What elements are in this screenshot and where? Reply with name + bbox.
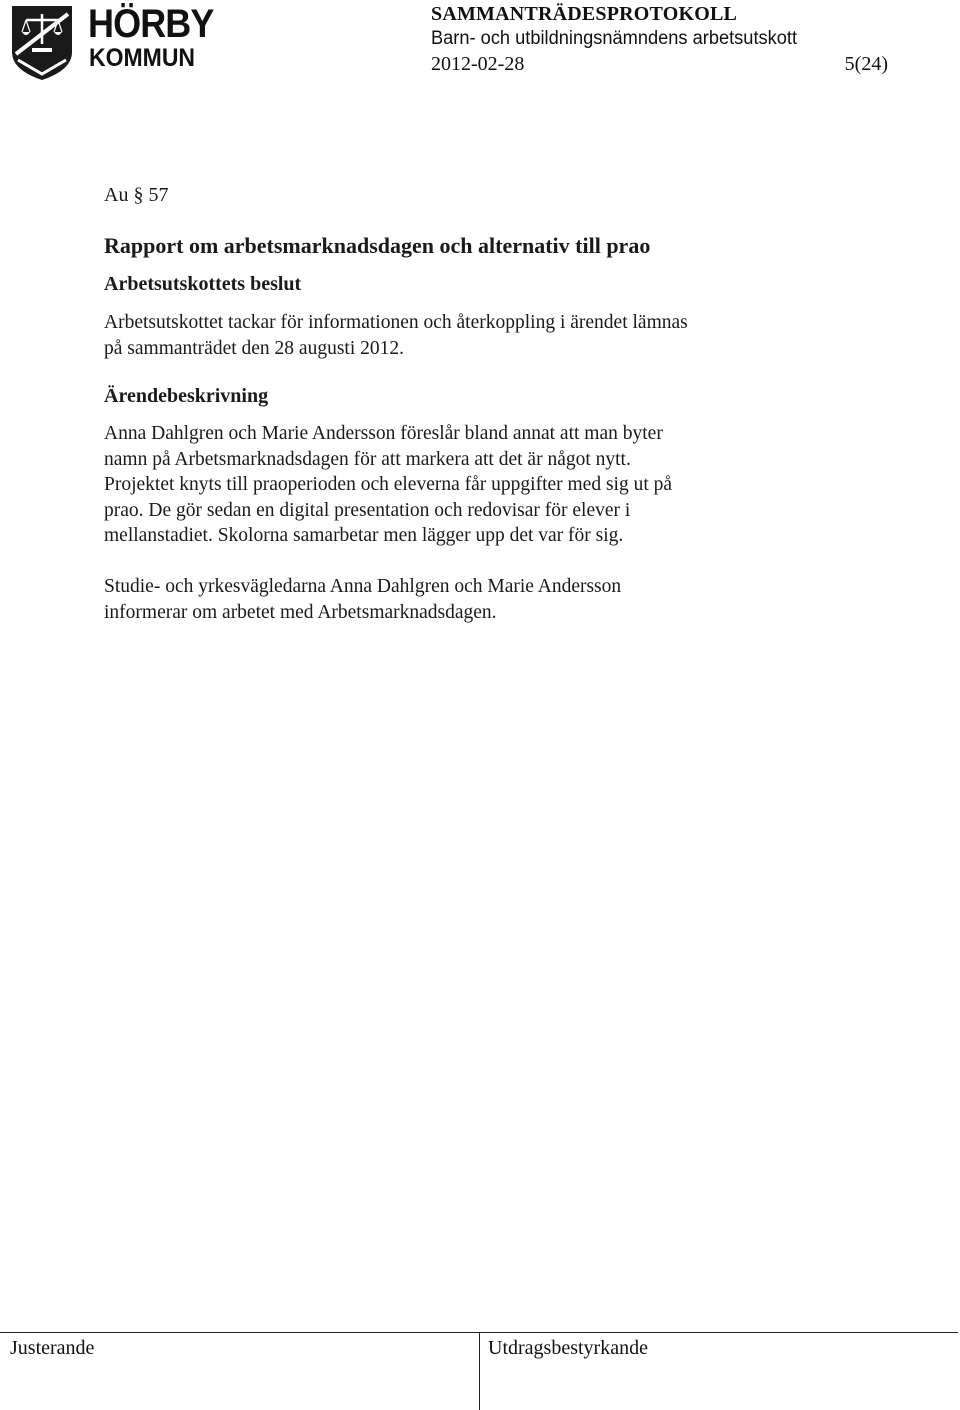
page-title: Rapport om arbetsmarknadsdagen och alternativ till prao — [104, 233, 651, 258]
text-line: Anna Dahlgren och Marie Andersson föreslår bland annat att man byter — [104, 423, 663, 444]
description-heading: Ärendebeskrivning — [104, 385, 269, 407]
municipality-logo — [10, 2, 214, 82]
logo-text-kommun: KOMMUN — [89, 44, 196, 72]
page-number: 5(24) — [844, 53, 888, 75]
text-line: på sammanträdet den 28 augusti 2012. — [104, 337, 405, 359]
text-line: informerar om arbetet med Arbetsmarknadsdagen. — [104, 601, 497, 623]
text-line: namn på Arbetsmarknadsdagen för att markera att det är något nytt. — [104, 448, 631, 470]
scales-of-justice-crest-icon — [10, 4, 74, 82]
text-line: Studie- och yrkesvägledarna Anna Dahlgren och Marie Andersson — [104, 576, 622, 597]
signature-footer — [0, 1332, 958, 1410]
logo-text-horby: HÖRBY — [88, 2, 214, 46]
utdragsbestyrkande-label: Utdragsbestyrkande — [488, 1337, 648, 1359]
information-text — [104, 574, 621, 625]
text-line: Projektet knyts till praoperioden och eleverna får uppgifter med sig ut på — [104, 474, 673, 496]
footer-vertical-divider — [479, 1332, 480, 1410]
paragraph-id: Au § 57 — [104, 184, 169, 206]
decision-text — [104, 310, 688, 361]
description-text — [104, 421, 672, 549]
text-line: mellanstadiet. Skolorna samarbetar men lägger upp det var för sig. — [104, 525, 624, 547]
text-line: Arbetsutskottet tackar för informationen och återkoppling i ärendet lämnas — [104, 312, 688, 333]
decision-heading: Arbetsutskottets beslut — [104, 273, 302, 295]
committee-name: Barn- och utbildningsnämndens arbetsutskott — [431, 28, 798, 49]
protocol-title: SAMMANTRÄDESPROTOKOLL — [431, 3, 738, 25]
meeting-date: 2012-02-28 — [431, 53, 525, 75]
text-line: prao. De gör sedan en digital presentation och redovisar för elever i — [104, 499, 631, 521]
justerande-label: Justerande — [10, 1337, 95, 1359]
